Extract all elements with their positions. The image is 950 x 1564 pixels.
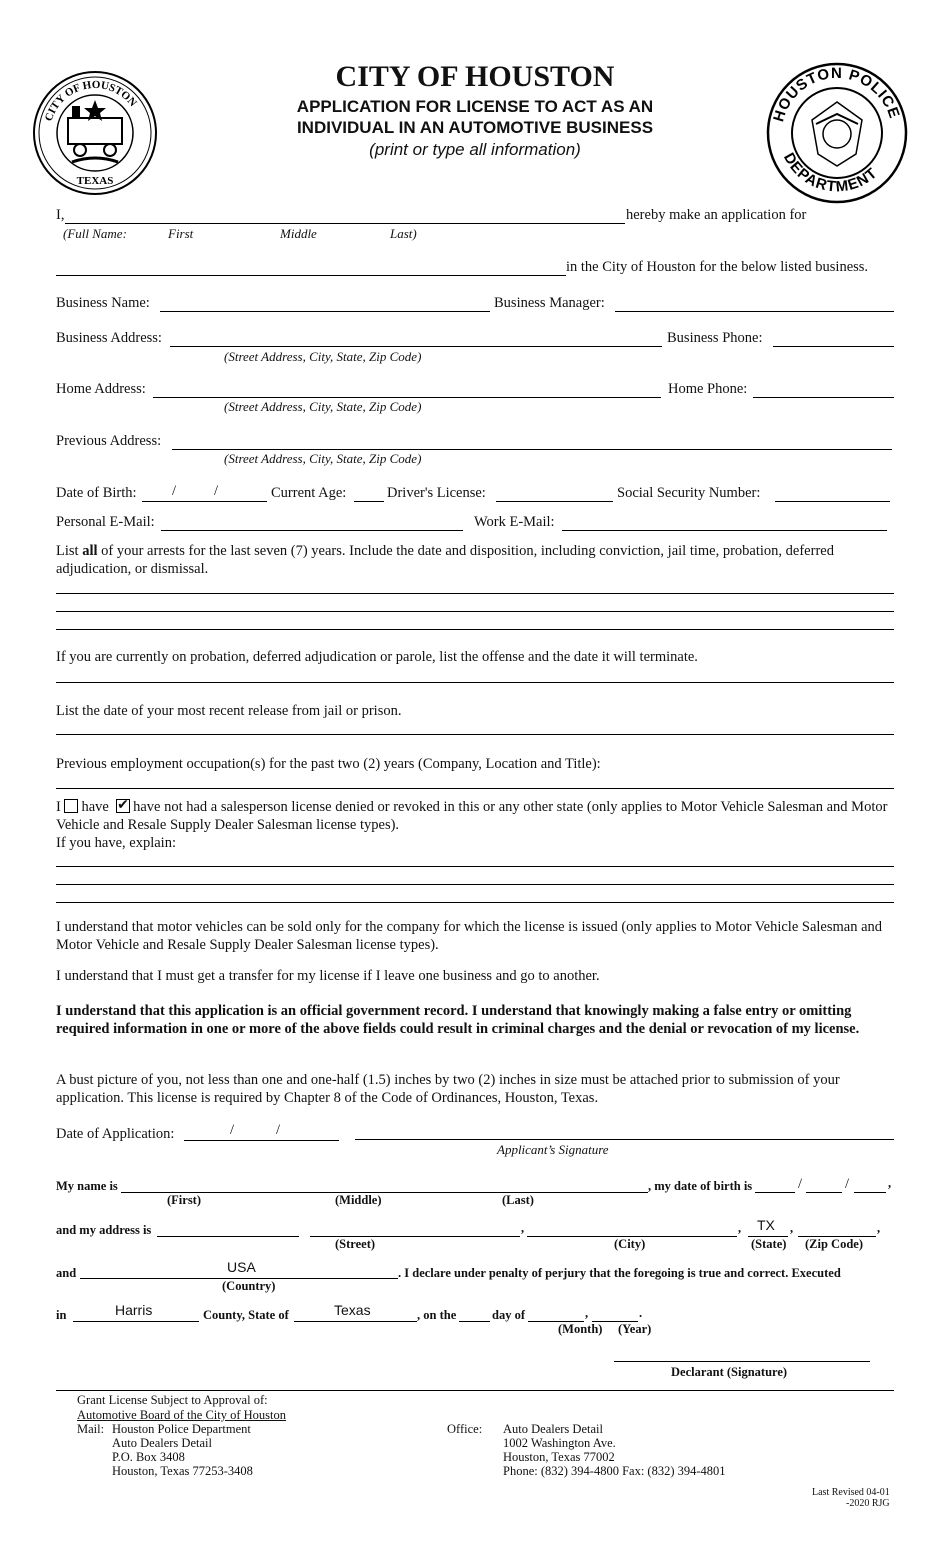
office-line-3: Houston, Texas 77002	[503, 1450, 615, 1464]
state-field[interactable]: TX	[748, 1220, 788, 1237]
probation-line[interactable]	[56, 682, 894, 683]
date-of-application-field[interactable]	[184, 1124, 339, 1141]
mail-line-1: Houston Police Department	[112, 1422, 251, 1436]
year-field[interactable]	[592, 1305, 638, 1322]
footer-divider	[56, 1390, 894, 1391]
caption-middle: Middle	[280, 226, 317, 241]
dob-field[interactable]	[142, 485, 267, 502]
caption-decl-first: (First)	[167, 1193, 202, 1207]
office-label: Office:	[447, 1422, 483, 1436]
caption-decl-last: (Last)	[502, 1193, 534, 1207]
declarant-signature-field[interactable]	[614, 1361, 870, 1362]
caption-state: (State)	[751, 1237, 787, 1251]
business-address-label: Business Address:	[56, 330, 162, 346]
caption-month: (Month)	[558, 1322, 603, 1336]
mail-line-2: Auto Dealers Detail	[112, 1436, 212, 1450]
form-title-line1: APPLICATION FOR LICENSE TO ACT AS AN	[296, 97, 654, 116]
country-field[interactable]: USA	[80, 1262, 398, 1279]
in-label: in	[56, 1308, 67, 1322]
decl-dob-slash-2: /	[845, 1176, 850, 1192]
day-of-label: day of	[492, 1308, 525, 1322]
understand-statement-1: I understand that motor vehicles can be sold only for the company for which the license is issued (only applies to Motor Vehicle Salesman and Motor Vehicle and Resale Supply Dealer Salesman license types).	[56, 919, 883, 953]
license-denied-question: I have ✔ have not had a salesperson license denied or revoked in this or any other state (only applies to Motor Vehicle Salesman and Motor Vehicle and Resale Supply Dealer Salesman license types).	[56, 797, 888, 833]
probation-instruction: If you are currently on probation, deferred adjudication or parole, list the offense and the date it will terminate.	[56, 649, 698, 665]
have-not-checkbox[interactable]	[116, 799, 130, 813]
drivers-license-field[interactable]	[496, 485, 613, 502]
ssn-label: Social Security Number:	[617, 485, 761, 501]
date-slash-2: /	[276, 1122, 281, 1138]
zip-comma: ,	[877, 1221, 881, 1235]
release-line[interactable]	[56, 734, 894, 735]
date-slash-1: /	[230, 1122, 235, 1138]
street-comma: ,	[521, 1221, 525, 1235]
svg-text:HOUSTON POLICE: HOUSTON POLICE	[770, 64, 903, 124]
application-for-text: hereby make an application for	[626, 207, 807, 223]
release-instruction: List the date of your most recent release from jail or prison.	[56, 703, 402, 719]
city-comma: ,	[738, 1221, 742, 1235]
applicant-signature-field[interactable]	[355, 1139, 894, 1140]
police-badge-logo	[766, 62, 908, 204]
my-dob-label: , my date of birth is	[648, 1179, 753, 1193]
applicant-signature-label: Applicant’s Signature	[497, 1142, 609, 1157]
full-name-field[interactable]	[65, 207, 625, 224]
office-line-1: Auto Dealers Detail	[503, 1422, 603, 1436]
caption-country: (Country)	[222, 1279, 276, 1293]
official-record-warning: I understand that this application is an official government record. I understand that knowingly making a false entry or omitting required information in one or more of the above fields could result in criminal charges and the denial or revocation of my license.	[56, 1003, 860, 1037]
business-name-label: Business Name:	[56, 295, 150, 311]
dob-slash-1: /	[172, 483, 177, 499]
county-state-label: County, State of	[203, 1308, 289, 1322]
business-phone-field[interactable]	[773, 330, 894, 347]
business-name-field[interactable]	[160, 295, 490, 312]
explain-line-2[interactable]	[56, 884, 894, 885]
home-phone-field[interactable]	[753, 381, 894, 398]
mail-line-3: P.O. Box 3408	[112, 1450, 185, 1464]
license-type-field[interactable]	[56, 259, 566, 276]
arrests-line-3[interactable]	[56, 629, 894, 630]
home-phone-label: Home Phone:	[668, 381, 748, 397]
explain-line-3[interactable]	[56, 902, 894, 903]
decl-dob-year[interactable]	[854, 1176, 886, 1193]
revision-initials: -2020 RJG	[846, 1498, 890, 1509]
city-field[interactable]	[527, 1220, 737, 1237]
previous-address-caption: (Street Address, City, State, Zip Code)	[224, 451, 422, 466]
declarant-name-field[interactable]	[121, 1176, 648, 1193]
employment-instruction: Previous employment occupation(s) for the past two (2) years (Company, Location and Title):	[56, 756, 601, 772]
county-field[interactable]: Harris	[73, 1305, 199, 1322]
caption-full-name: (Full Name:	[63, 226, 127, 241]
home-address-caption: (Street Address, City, State, Zip Code)	[224, 399, 422, 414]
zip-field[interactable]	[798, 1220, 876, 1237]
form-subtitle: (print or type all information)	[369, 140, 581, 159]
address-number-field[interactable]	[157, 1220, 299, 1237]
decl-dob-day[interactable]	[806, 1176, 842, 1193]
explain-line-1[interactable]	[56, 866, 894, 867]
grant-label: Grant License Subject to Approval of:	[77, 1393, 268, 1407]
state-comma: ,	[790, 1221, 794, 1235]
home-address-label: Home Address:	[56, 381, 146, 397]
bust-picture-notice: A bust picture of you, not less than one and one-half (1.5) inches by two (2) inches in size must be attached prior to submission of your application. This license is required by Chapter 8 of the Code of Ordinances, Houston, Texas.	[56, 1072, 840, 1106]
my-name-label: My name is	[56, 1179, 118, 1193]
business-manager-label: Business Manager:	[494, 295, 605, 311]
decl-dob-slash-1: /	[798, 1176, 803, 1192]
perjury-statement: . I declare under penalty of perjury that the foregoing is true and correct. Executed	[398, 1266, 841, 1280]
caption-decl-middle: (Middle)	[335, 1193, 382, 1207]
street-field[interactable]	[310, 1220, 520, 1237]
decl-dob-month[interactable]	[755, 1176, 795, 1193]
dob-slash-2: /	[214, 483, 219, 499]
arrests-line-2[interactable]	[56, 611, 894, 612]
on-the-label: , on the	[417, 1308, 457, 1322]
caption-street: (Street)	[335, 1237, 376, 1251]
and-label: and	[56, 1266, 77, 1280]
caption-city: (City)	[614, 1237, 646, 1251]
work-email-label: Work E-Mail:	[474, 514, 555, 530]
svg-text:TEXAS: TEXAS	[76, 175, 114, 187]
svg-text:CITY OF HOUSTON: CITY OF HOUSTON	[42, 78, 139, 123]
day-field[interactable]	[459, 1305, 490, 1322]
date-of-application-label: Date of Application:	[56, 1126, 175, 1142]
have-checkbox[interactable]	[64, 799, 78, 813]
business-phone-label: Business Phone:	[667, 330, 763, 346]
board-name: Automotive Board of the City of Houston	[77, 1408, 287, 1422]
year-period: .	[639, 1306, 643, 1320]
personal-email-field[interactable]	[161, 514, 463, 531]
age-label: Current Age:	[271, 485, 347, 501]
office-line-2: 1002 Washington Ave.	[503, 1436, 616, 1450]
previous-address-label: Previous Address:	[56, 433, 162, 449]
month-field[interactable]	[528, 1305, 584, 1322]
employment-line[interactable]	[56, 788, 894, 789]
caption-first: First	[168, 226, 194, 241]
age-field[interactable]	[354, 485, 384, 502]
business-address-caption: (Street Address, City, State, Zip Code)	[224, 349, 422, 364]
my-address-label: and my address is	[56, 1223, 152, 1237]
page-title: CITY OF HOUSTON	[335, 60, 615, 93]
personal-email-label: Personal E-Mail:	[56, 514, 155, 530]
dob-label: Date of Birth:	[56, 485, 137, 501]
understand-statement-2: I understand that I must get a transfer for my license if I leave one business and go to another.	[56, 968, 600, 984]
form-title-line2: INDIVIDUAL IN AN AUTOMOTIVE BUSINESS	[296, 118, 654, 137]
caption-zip: (Zip Code)	[805, 1237, 863, 1251]
checkmark-icon: ✔	[117, 797, 129, 813]
business-address-field[interactable]	[170, 330, 662, 347]
decl-dob-comma: ,	[888, 1176, 892, 1190]
caption-last: Last)	[390, 226, 417, 241]
name-prefix: I,	[56, 207, 65, 223]
arrests-instruction: List all of your arrests for the last seven (7) years. Include the date and disposition, including conviction, jail time, probation, deferred adjudication, or dismissal.	[56, 543, 834, 577]
mail-label: Mail:	[77, 1422, 105, 1436]
month-comma: ,	[585, 1306, 589, 1320]
home-address-field[interactable]	[153, 381, 661, 398]
svg-text:DEPARTMENT: DEPARTMENT	[779, 150, 881, 196]
arrests-line-1[interactable]	[56, 593, 894, 594]
mail-line-4: Houston, Texas 77253-3408	[112, 1464, 253, 1478]
state-of-field[interactable]: Texas	[294, 1305, 417, 1322]
declarant-signature-label: Declarant (Signature)	[671, 1365, 788, 1379]
explain-label: If you have, explain:	[56, 835, 176, 851]
ssn-field[interactable]	[775, 485, 890, 502]
office-line-4: Phone: (832) 394-4800 Fax: (832) 394-4801	[503, 1464, 726, 1478]
business-manager-field[interactable]	[615, 295, 894, 312]
caption-year: (Year)	[618, 1322, 652, 1336]
drivers-license-label: Driver's License:	[387, 485, 486, 501]
previous-address-field[interactable]	[172, 433, 892, 450]
work-email-field[interactable]	[562, 514, 887, 531]
revision-date: Last Revised 04-01	[812, 1487, 890, 1498]
in-city-text: in the City of Houston for the below listed business.	[566, 259, 869, 275]
